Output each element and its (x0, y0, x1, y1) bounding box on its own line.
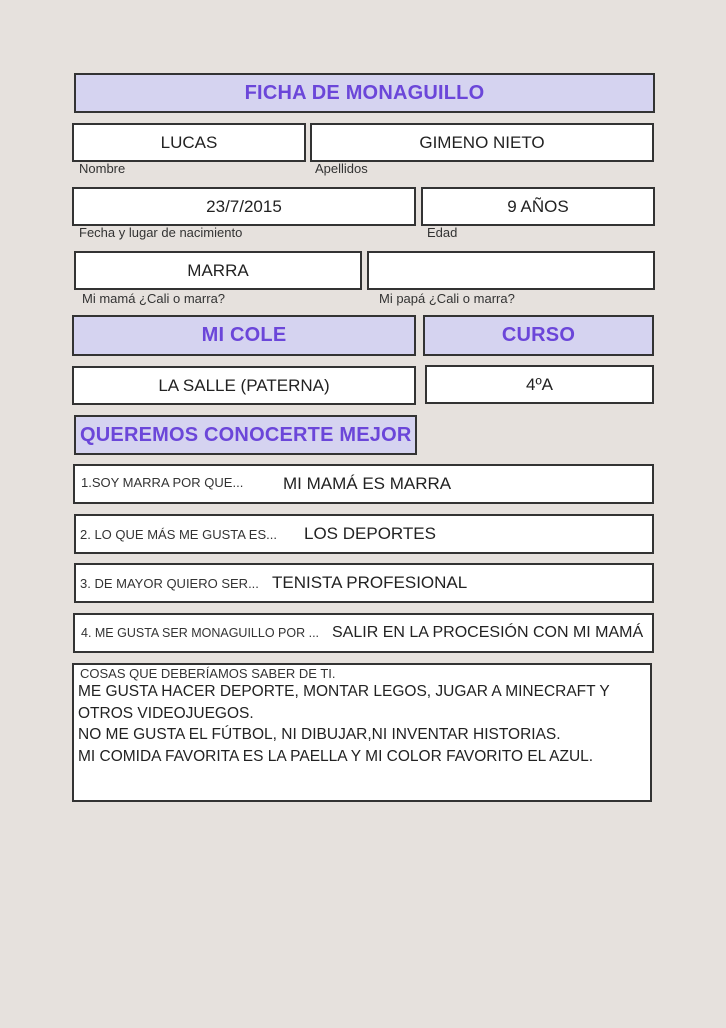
question-1-answer: MI MAMÁ ES MARRA (283, 474, 452, 493)
apellidos-value: GIMENO NIETO (419, 132, 545, 152)
section-title-box (74, 415, 417, 455)
form-title-box (74, 73, 655, 113)
edad-label: Edad (427, 225, 458, 240)
question-2-answer: LOS DEPORTES (304, 524, 436, 543)
cole-header (72, 315, 416, 356)
nombre-field[interactable] (72, 123, 306, 162)
notes-box[interactable] (72, 663, 652, 802)
nacimiento-label: Fecha y lugar de nacimiento (79, 225, 243, 240)
nombre-value: LUCAS (160, 132, 218, 152)
notes-text: ME GUSTA HACER DEPORTE, MONTAR LEGOS, JUGAR A MINECRAFT Y OTROS VIDEOJUEGOS. NO ME GUSTA EL FÚTBOL, NI DIBUJAR,NI INVENTAR HISTORIAS. MI COMIDA FAVORITA ES LA PAELLA Y MI COLOR FAVORITO EL AZUL. (78, 683, 610, 765)
section-title: QUEREMOS CONOCERTE MEJOR (80, 423, 412, 446)
question-3-row[interactable] (74, 563, 654, 603)
question-3-prompt: 3. DE MAYOR QUIERO SER... (80, 576, 259, 591)
curso-value: 4ºA (525, 374, 553, 394)
papa-field[interactable] (367, 251, 655, 290)
curso-field[interactable] (425, 365, 654, 404)
question-1-prompt: 1.SOY MARRA POR QUE... (81, 475, 244, 490)
question-4-answer: SALIR EN LA PROCESIÓN CON MI MAMÁ (332, 624, 644, 641)
question-4-prompt: 4. ME GUSTA SER MONAGUILLO POR ... (81, 626, 320, 640)
form-title: FICHA DE MONAGUILLO (244, 81, 485, 104)
question-1-row[interactable] (73, 464, 654, 504)
edad-value: 9 AÑOS (507, 196, 569, 216)
cole-field[interactable] (72, 366, 416, 405)
edad-field[interactable] (421, 187, 655, 226)
cole-title: MI COLE (201, 324, 287, 346)
apellidos-field[interactable] (310, 123, 654, 162)
mama-label: Mi mamá ¿Cali o marra? (82, 291, 226, 306)
mama-field[interactable] (74, 251, 362, 290)
question-2-prompt: 2. LO QUE MÁS ME GUSTA ES... (80, 527, 277, 542)
nombre-label: Nombre (79, 161, 126, 176)
question-2-row[interactable] (74, 514, 654, 554)
notes-label: COSAS QUE DEBERÍAMOS SABER DE TI. (80, 666, 336, 681)
apellidos-label: Apellidos (315, 161, 368, 176)
nacimiento-value: 23/7/2015 (206, 196, 282, 216)
question-4-row[interactable] (73, 613, 654, 653)
cole-value: LA SALLE (PATERNA) (158, 375, 330, 395)
curso-title: CURSO (501, 324, 576, 346)
nacimiento-field[interactable] (72, 187, 416, 226)
papa-label: Mi papá ¿Cali o marra? (379, 291, 515, 306)
curso-header (423, 315, 654, 356)
question-3-answer: TENISTA PROFESIONAL (272, 573, 468, 592)
mama-value: MARRA (187, 260, 249, 280)
